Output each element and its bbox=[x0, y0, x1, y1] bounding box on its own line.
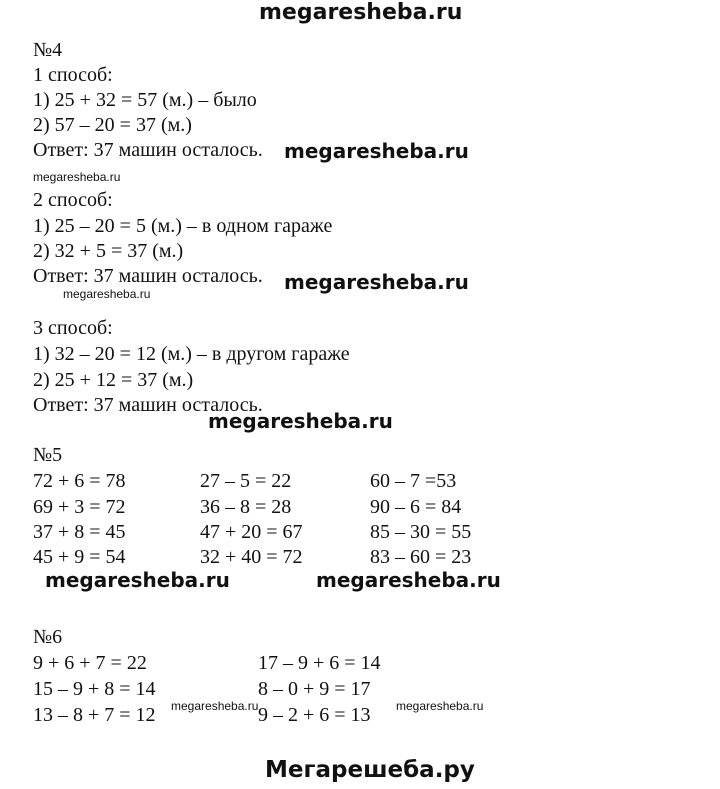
task6-expression: 8 – 0 + 9 = 17 bbox=[258, 678, 371, 700]
watermark-footer: Мегарешеба.ру bbox=[265, 757, 475, 783]
task4-method2-title: 2 способ: bbox=[33, 189, 113, 211]
task4-method3-answer: Ответ: 37 машин осталось. bbox=[33, 394, 263, 416]
task5-expression: 72 + 6 = 78 bbox=[33, 470, 126, 492]
task4-method2-answer: Ответ: 37 машин осталось. bbox=[33, 265, 263, 287]
task4-method1-answer: Ответ: 37 машин осталось. bbox=[33, 139, 263, 161]
watermark-small: megaresheba.ru bbox=[396, 699, 484, 713]
task4-method2-step2: 2) 32 + 5 = 37 (м.) bbox=[33, 240, 184, 262]
watermark-small: megaresheba.ru bbox=[33, 170, 121, 184]
task4-method2-step1: 1) 25 – 20 = 5 (м.) – в одном гараже bbox=[33, 215, 333, 237]
task5-expression: 27 – 5 = 22 bbox=[200, 470, 292, 492]
task5-number: №5 bbox=[33, 444, 63, 466]
task5-expression: 36 – 8 = 28 bbox=[200, 496, 292, 518]
task5-expression: 60 – 7 =53 bbox=[370, 470, 457, 492]
task6-expression: 17 – 9 + 6 = 14 bbox=[258, 652, 381, 674]
task5-expression: 69 + 3 = 72 bbox=[33, 496, 126, 518]
task4-method3-step2: 2) 25 + 12 = 37 (м.) bbox=[33, 369, 194, 391]
watermark-small: megaresheba.ru bbox=[63, 287, 151, 301]
watermark-inline: megaresheba.ru bbox=[284, 270, 469, 294]
task4-method3-step1: 1) 32 – 20 = 12 (м.) – в другом гараже bbox=[33, 343, 350, 365]
task5-expression: 45 + 9 = 54 bbox=[33, 546, 126, 568]
watermark-inline: megaresheba.ru bbox=[45, 568, 230, 592]
task6-expression: 13 – 8 + 7 = 12 bbox=[33, 704, 156, 726]
task5-expression: 83 – 60 = 23 bbox=[370, 546, 472, 568]
task5-expression: 47 + 20 = 67 bbox=[200, 521, 303, 543]
task6-expression: 9 – 2 + 6 = 13 bbox=[258, 704, 371, 726]
watermark-small: megaresheba.ru bbox=[171, 699, 259, 713]
task4-method3-title: 3 способ: bbox=[33, 317, 113, 339]
watermark-inline: megaresheba.ru bbox=[208, 409, 393, 433]
task5-expression: 90 – 6 = 84 bbox=[370, 496, 462, 518]
watermark-header: megaresheba.ru bbox=[259, 0, 463, 25]
watermark-inline: megaresheba.ru bbox=[316, 568, 501, 592]
task5-expression: 37 + 8 = 45 bbox=[33, 521, 126, 543]
task4-method1-step1: 1) 25 + 32 = 57 (м.) – было bbox=[33, 89, 257, 111]
task4-method1-title: 1 способ: bbox=[33, 64, 113, 86]
task4-method1-step2: 2) 57 – 20 = 37 (м.) bbox=[33, 114, 192, 136]
task6-expression: 9 + 6 + 7 = 22 bbox=[33, 652, 147, 674]
task5-expression: 32 + 40 = 72 bbox=[200, 546, 303, 568]
task4-number: №4 bbox=[33, 39, 63, 61]
watermark-inline: megaresheba.ru bbox=[284, 139, 469, 163]
task6-expression: 15 – 9 + 8 = 14 bbox=[33, 678, 156, 700]
task5-expression: 85 – 30 = 55 bbox=[370, 521, 472, 543]
task6-number: №6 bbox=[33, 626, 63, 648]
